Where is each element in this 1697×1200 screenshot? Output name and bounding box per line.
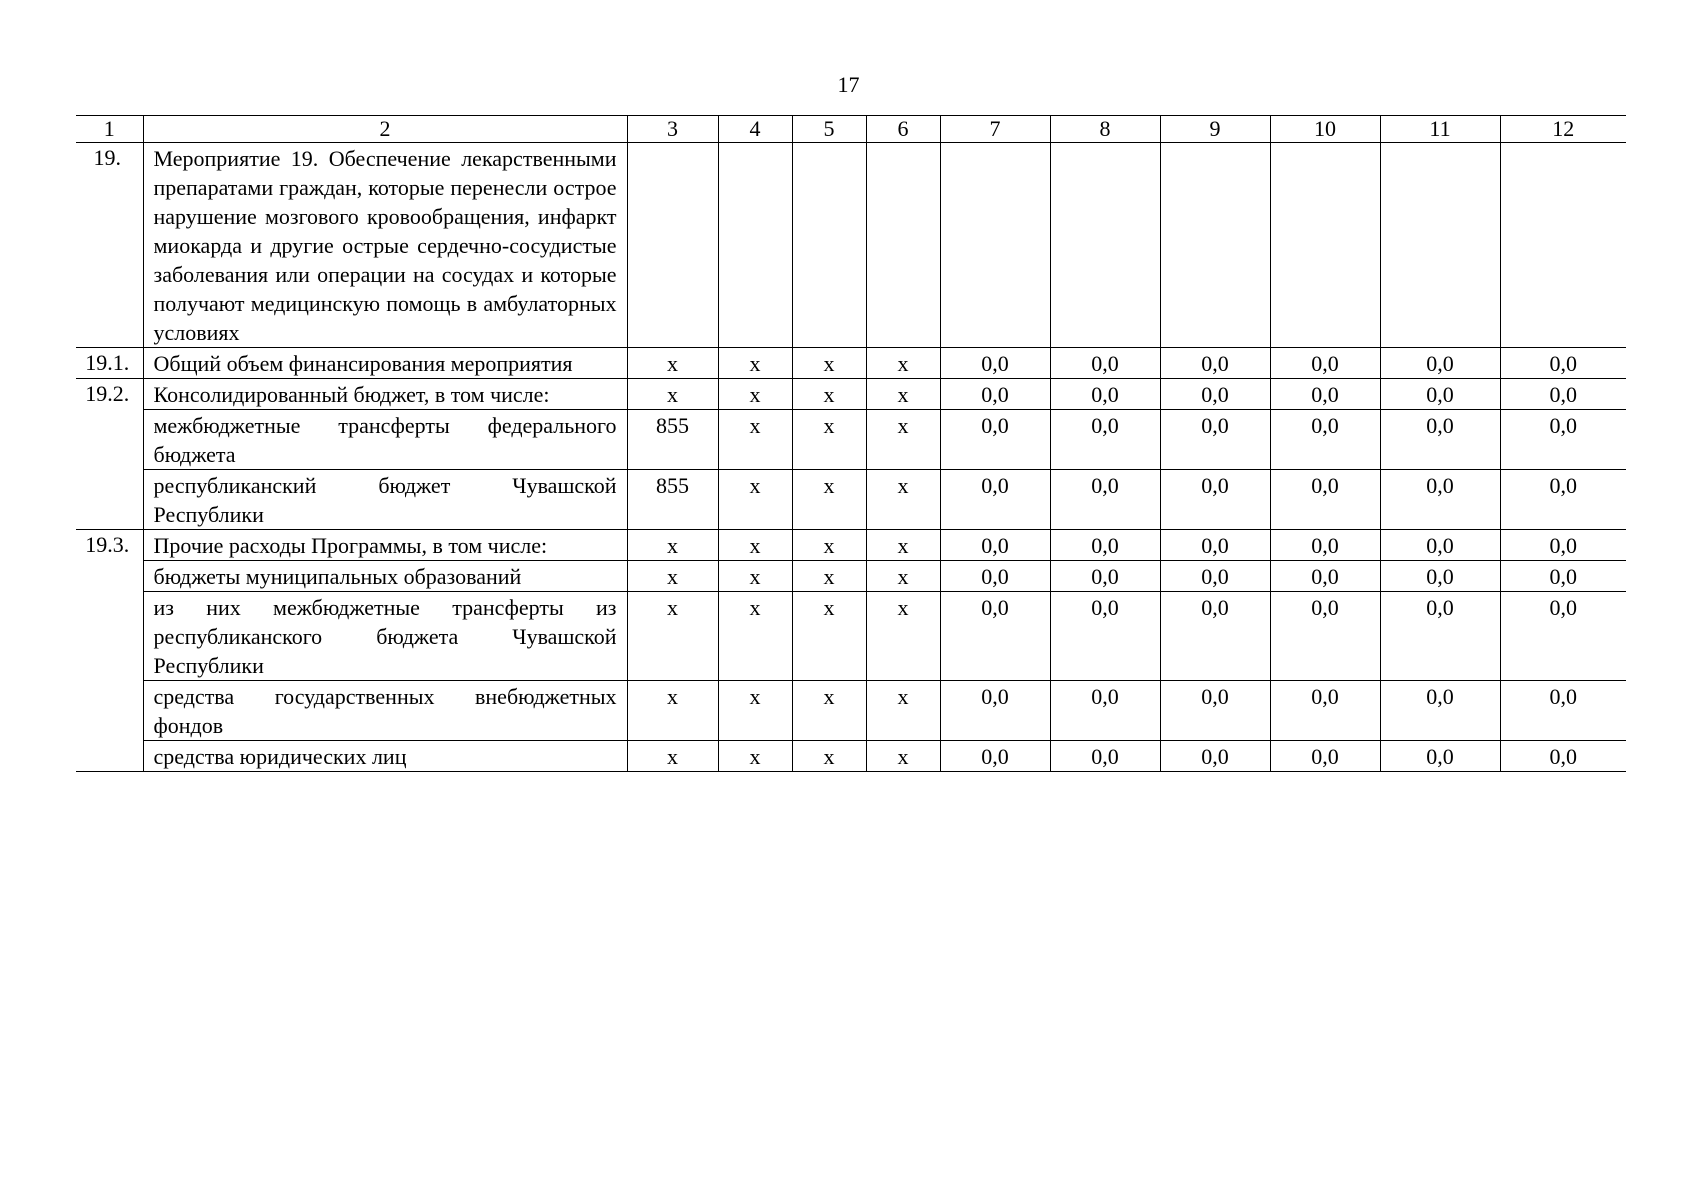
code-cell: х <box>866 681 940 741</box>
code-cell: х <box>792 379 866 410</box>
value-cell: 0,0 <box>940 741 1050 772</box>
value-cell: 0,0 <box>940 561 1050 592</box>
value-cell <box>1500 143 1626 348</box>
table-row <box>76 470 1626 530</box>
value-cell: 0,0 <box>1050 561 1160 592</box>
value-cell: 0,0 <box>1270 530 1380 561</box>
value-cell: 0,0 <box>1270 348 1380 379</box>
value-cell: 0,0 <box>1500 530 1626 561</box>
column-header: 11 <box>1380 116 1500 143</box>
code-cell: х <box>866 592 940 681</box>
code-cell <box>866 143 940 348</box>
code-cell: х <box>792 470 866 530</box>
column-header: 4 <box>718 116 792 143</box>
value-cell: 0,0 <box>1050 410 1160 470</box>
column-header: 9 <box>1160 116 1270 143</box>
row-description: Прочие расходы Программы, в том числе: <box>143 530 627 561</box>
row-number <box>76 410 143 470</box>
row-number <box>76 592 143 681</box>
row-number: 19.1. <box>76 348 143 379</box>
table-row <box>76 561 1626 592</box>
code-cell: х <box>627 681 718 741</box>
row-description: Мероприятие 19. Обеспечение лекарственными препаратами граждан, которые перенесли острое нарушение мозгового кровообращения, инфаркт миокарда и другие острые сердечно-сосудистые заболевания или операции на сосудах и которые получают медицинскую помощь в амбулаторных условиях <box>143 143 627 348</box>
code-cell: х <box>718 681 792 741</box>
value-cell: 0,0 <box>1500 410 1626 470</box>
value-cell: 0,0 <box>1050 379 1160 410</box>
value-cell: 0,0 <box>940 470 1050 530</box>
row-number: 19. <box>76 143 143 348</box>
value-cell: 0,0 <box>1270 561 1380 592</box>
value-cell: 0,0 <box>1500 348 1626 379</box>
code-cell: х <box>718 592 792 681</box>
column-header: 12 <box>1500 116 1626 143</box>
value-cell: 0,0 <box>1270 410 1380 470</box>
value-cell: 0,0 <box>1380 592 1500 681</box>
code-cell: х <box>627 592 718 681</box>
value-cell: 0,0 <box>1380 561 1500 592</box>
code-cell: х <box>792 348 866 379</box>
value-cell: 0,0 <box>1270 379 1380 410</box>
page-number: 17 <box>837 72 860 97</box>
code-cell: х <box>866 530 940 561</box>
value-cell <box>1050 143 1160 348</box>
row-number <box>76 561 143 592</box>
table-row <box>76 681 1626 741</box>
value-cell <box>1160 143 1270 348</box>
value-cell: 0,0 <box>1380 741 1500 772</box>
row-description: Общий объем финансирования мероприятия <box>143 348 627 379</box>
code-cell: 855 <box>627 410 718 470</box>
row-description: республиканский бюджет Чувашской Республики <box>143 470 627 530</box>
financing-table <box>76 115 1626 772</box>
value-cell: 0,0 <box>940 592 1050 681</box>
value-cell <box>940 143 1050 348</box>
table-row <box>76 143 1626 348</box>
code-cell: х <box>627 741 718 772</box>
code-cell <box>792 143 866 348</box>
code-cell: х <box>627 348 718 379</box>
code-cell: х <box>627 561 718 592</box>
column-header: 8 <box>1050 116 1160 143</box>
row-number <box>76 741 143 772</box>
row-number: 19.2. <box>76 379 143 410</box>
table-row <box>76 379 1626 410</box>
value-cell: 0,0 <box>1050 741 1160 772</box>
value-cell: 0,0 <box>1160 530 1270 561</box>
table-row <box>76 741 1626 772</box>
code-cell: х <box>792 561 866 592</box>
value-cell: 0,0 <box>1160 470 1270 530</box>
code-cell <box>718 143 792 348</box>
code-cell: х <box>627 530 718 561</box>
code-cell: х <box>866 379 940 410</box>
value-cell: 0,0 <box>1050 530 1160 561</box>
row-description: межбюджетные трансферты федерального бюджета <box>143 410 627 470</box>
value-cell: 0,0 <box>1380 530 1500 561</box>
value-cell: 0,0 <box>1160 561 1270 592</box>
column-header: 2 <box>143 116 627 143</box>
code-cell: х <box>718 741 792 772</box>
code-cell: х <box>718 379 792 410</box>
code-cell: х <box>866 410 940 470</box>
value-cell: 0,0 <box>1160 592 1270 681</box>
column-header: 6 <box>866 116 940 143</box>
table-row <box>76 348 1626 379</box>
code-cell: х <box>718 410 792 470</box>
code-cell: 855 <box>627 470 718 530</box>
value-cell: 0,0 <box>1500 561 1626 592</box>
table-row <box>76 530 1626 561</box>
value-cell: 0,0 <box>1160 681 1270 741</box>
row-description: Консолидированный бюджет, в том числе: <box>143 379 627 410</box>
code-cell: х <box>792 410 866 470</box>
code-cell: х <box>718 530 792 561</box>
column-header: 5 <box>792 116 866 143</box>
value-cell: 0,0 <box>940 530 1050 561</box>
row-number: 19.3. <box>76 530 143 561</box>
table-row <box>76 592 1626 681</box>
table-row <box>76 410 1626 470</box>
value-cell: 0,0 <box>1050 681 1160 741</box>
value-cell: 0,0 <box>1500 741 1626 772</box>
value-cell: 0,0 <box>940 348 1050 379</box>
value-cell: 0,0 <box>1050 592 1160 681</box>
code-cell: х <box>792 741 866 772</box>
row-description: средства юридических лиц <box>143 741 627 772</box>
code-cell: х <box>718 470 792 530</box>
value-cell: 0,0 <box>1160 410 1270 470</box>
code-cell <box>627 143 718 348</box>
value-cell: 0,0 <box>1160 379 1270 410</box>
code-cell: х <box>792 530 866 561</box>
row-number <box>76 470 143 530</box>
value-cell: 0,0 <box>1160 741 1270 772</box>
value-cell: 0,0 <box>940 410 1050 470</box>
value-cell: 0,0 <box>1380 348 1500 379</box>
value-cell: 0,0 <box>1380 681 1500 741</box>
code-cell: х <box>718 348 792 379</box>
value-cell: 0,0 <box>1380 410 1500 470</box>
value-cell: 0,0 <box>1160 348 1270 379</box>
column-header: 3 <box>627 116 718 143</box>
code-cell: х <box>866 348 940 379</box>
value-cell: 0,0 <box>1500 470 1626 530</box>
value-cell: 0,0 <box>1500 379 1626 410</box>
value-cell <box>1270 143 1380 348</box>
code-cell: х <box>792 592 866 681</box>
row-description: средства государственных внебюджетных фондов <box>143 681 627 741</box>
code-cell: х <box>866 741 940 772</box>
table-header-row <box>76 116 1626 143</box>
value-cell: 0,0 <box>1380 470 1500 530</box>
column-header: 7 <box>940 116 1050 143</box>
value-cell: 0,0 <box>940 379 1050 410</box>
value-cell: 0,0 <box>1270 741 1380 772</box>
row-description: бюджеты муниципальных образований <box>143 561 627 592</box>
value-cell: 0,0 <box>1050 348 1160 379</box>
value-cell: 0,0 <box>1500 681 1626 741</box>
code-cell: х <box>866 561 940 592</box>
code-cell: х <box>866 470 940 530</box>
row-description: из них межбюджетные трансферты из республиканского бюджета Чувашской Республики <box>143 592 627 681</box>
column-header: 1 <box>76 116 143 143</box>
value-cell: 0,0 <box>940 681 1050 741</box>
value-cell: 0,0 <box>1500 592 1626 681</box>
value-cell: 0,0 <box>1380 379 1500 410</box>
code-cell: х <box>792 681 866 741</box>
value-cell <box>1380 143 1500 348</box>
value-cell: 0,0 <box>1270 681 1380 741</box>
code-cell: х <box>718 561 792 592</box>
row-number <box>76 681 143 741</box>
column-header: 10 <box>1270 116 1380 143</box>
value-cell: 0,0 <box>1050 470 1160 530</box>
code-cell: х <box>627 379 718 410</box>
value-cell: 0,0 <box>1270 470 1380 530</box>
value-cell: 0,0 <box>1270 592 1380 681</box>
